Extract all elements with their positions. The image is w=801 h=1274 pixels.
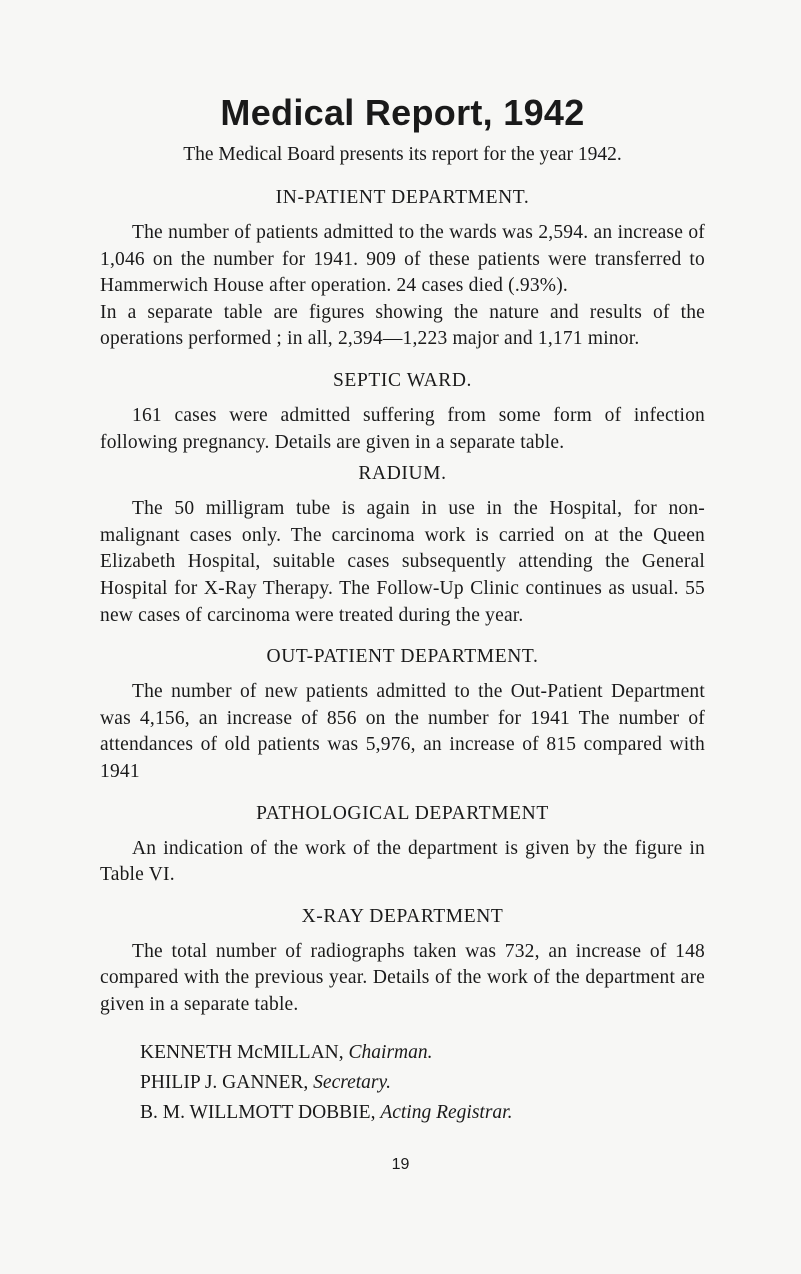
section-out-patient bbox=[100, 643, 705, 785]
section-septic-ward bbox=[100, 367, 705, 456]
section-heading: RADIUM. bbox=[358, 463, 447, 485]
section-paragraph: In a separate table are figures showing the nature and results of the operations performed ; in all, 2,394—1,223 major and 1,171 minor. bbox=[100, 301, 705, 350]
report-page bbox=[100, 92, 705, 1128]
section-pathological bbox=[100, 800, 705, 889]
signatory-role: Acting Registrar. bbox=[380, 1102, 513, 1124]
page-title: Medical Report, 1942 bbox=[220, 92, 585, 133]
section-paragraph: The total number of radiographs taken was 732, an increase of 148 compared with the previous year. Details of the work of the department are given in a separate table. bbox=[100, 940, 705, 1015]
section-x-ray bbox=[100, 903, 705, 1019]
section-paragraph: The number of patients admitted to the wards was 2,594. an increase of 1,046 on the number for 1941. 909 of these patients were transferred to Hammerwich House after operation. 24 cases died (.93%). bbox=[100, 222, 705, 297]
section-paragraph: An indication of the work of the department is given by the figure in Table VI. bbox=[100, 837, 705, 886]
signatory-role: Secretary. bbox=[313, 1072, 391, 1094]
section-heading: OUT-PATIENT DEPARTMENT. bbox=[266, 646, 539, 668]
section-in-patient bbox=[100, 184, 705, 353]
section-heading: IN-PATIENT DEPARTMENT. bbox=[275, 187, 530, 208]
signatory-name: PHILIP J. GANNER, bbox=[140, 1072, 309, 1094]
section-paragraph: The 50 milligram tube is again in use in the Hospital, for non-malignant cases only. The carcinoma work is carried on at the Queen Elizabeth Hospital, suitable cases subsequently attending the General Hospital for X-Ray Therapy. The Follow-Up Clinic continues as usual. 55 new cases of carcinoma were treated during the year. bbox=[100, 498, 705, 626]
signature-secretary bbox=[140, 1068, 705, 1098]
signatory-role: Chairman. bbox=[348, 1042, 433, 1064]
page-number: 19 bbox=[391, 1156, 410, 1173]
section-heading: X-RAY DEPARTMENT bbox=[301, 905, 504, 927]
section-paragraph: The number of new patients admitted to the Out-Patient Department was 4,156, an increase of 856 on the number for 1941 The number of attendances of old patients was 5,976, an increase of 815 compared with 1941 bbox=[100, 681, 705, 782]
signature-chairman bbox=[140, 1038, 705, 1068]
section-paragraph: 161 cases were admitted suffering from some form of infection following pregnancy. Details are given in a separate table. bbox=[100, 404, 705, 453]
section-heading: SEPTIC WARD. bbox=[332, 369, 473, 391]
section-radium bbox=[100, 460, 705, 629]
intro-text: The Medical Board presents its report for the year 1942. bbox=[183, 144, 622, 165]
section-heading: PATHOLOGICAL DEPARTMENT bbox=[256, 802, 549, 824]
signatory-name: KENNETH McMILLAN, bbox=[140, 1042, 344, 1064]
signature-registrar bbox=[140, 1098, 705, 1128]
signatory-name: B. M. WILLMOTT DOBBIE, bbox=[140, 1102, 376, 1124]
signatures bbox=[140, 1038, 705, 1128]
